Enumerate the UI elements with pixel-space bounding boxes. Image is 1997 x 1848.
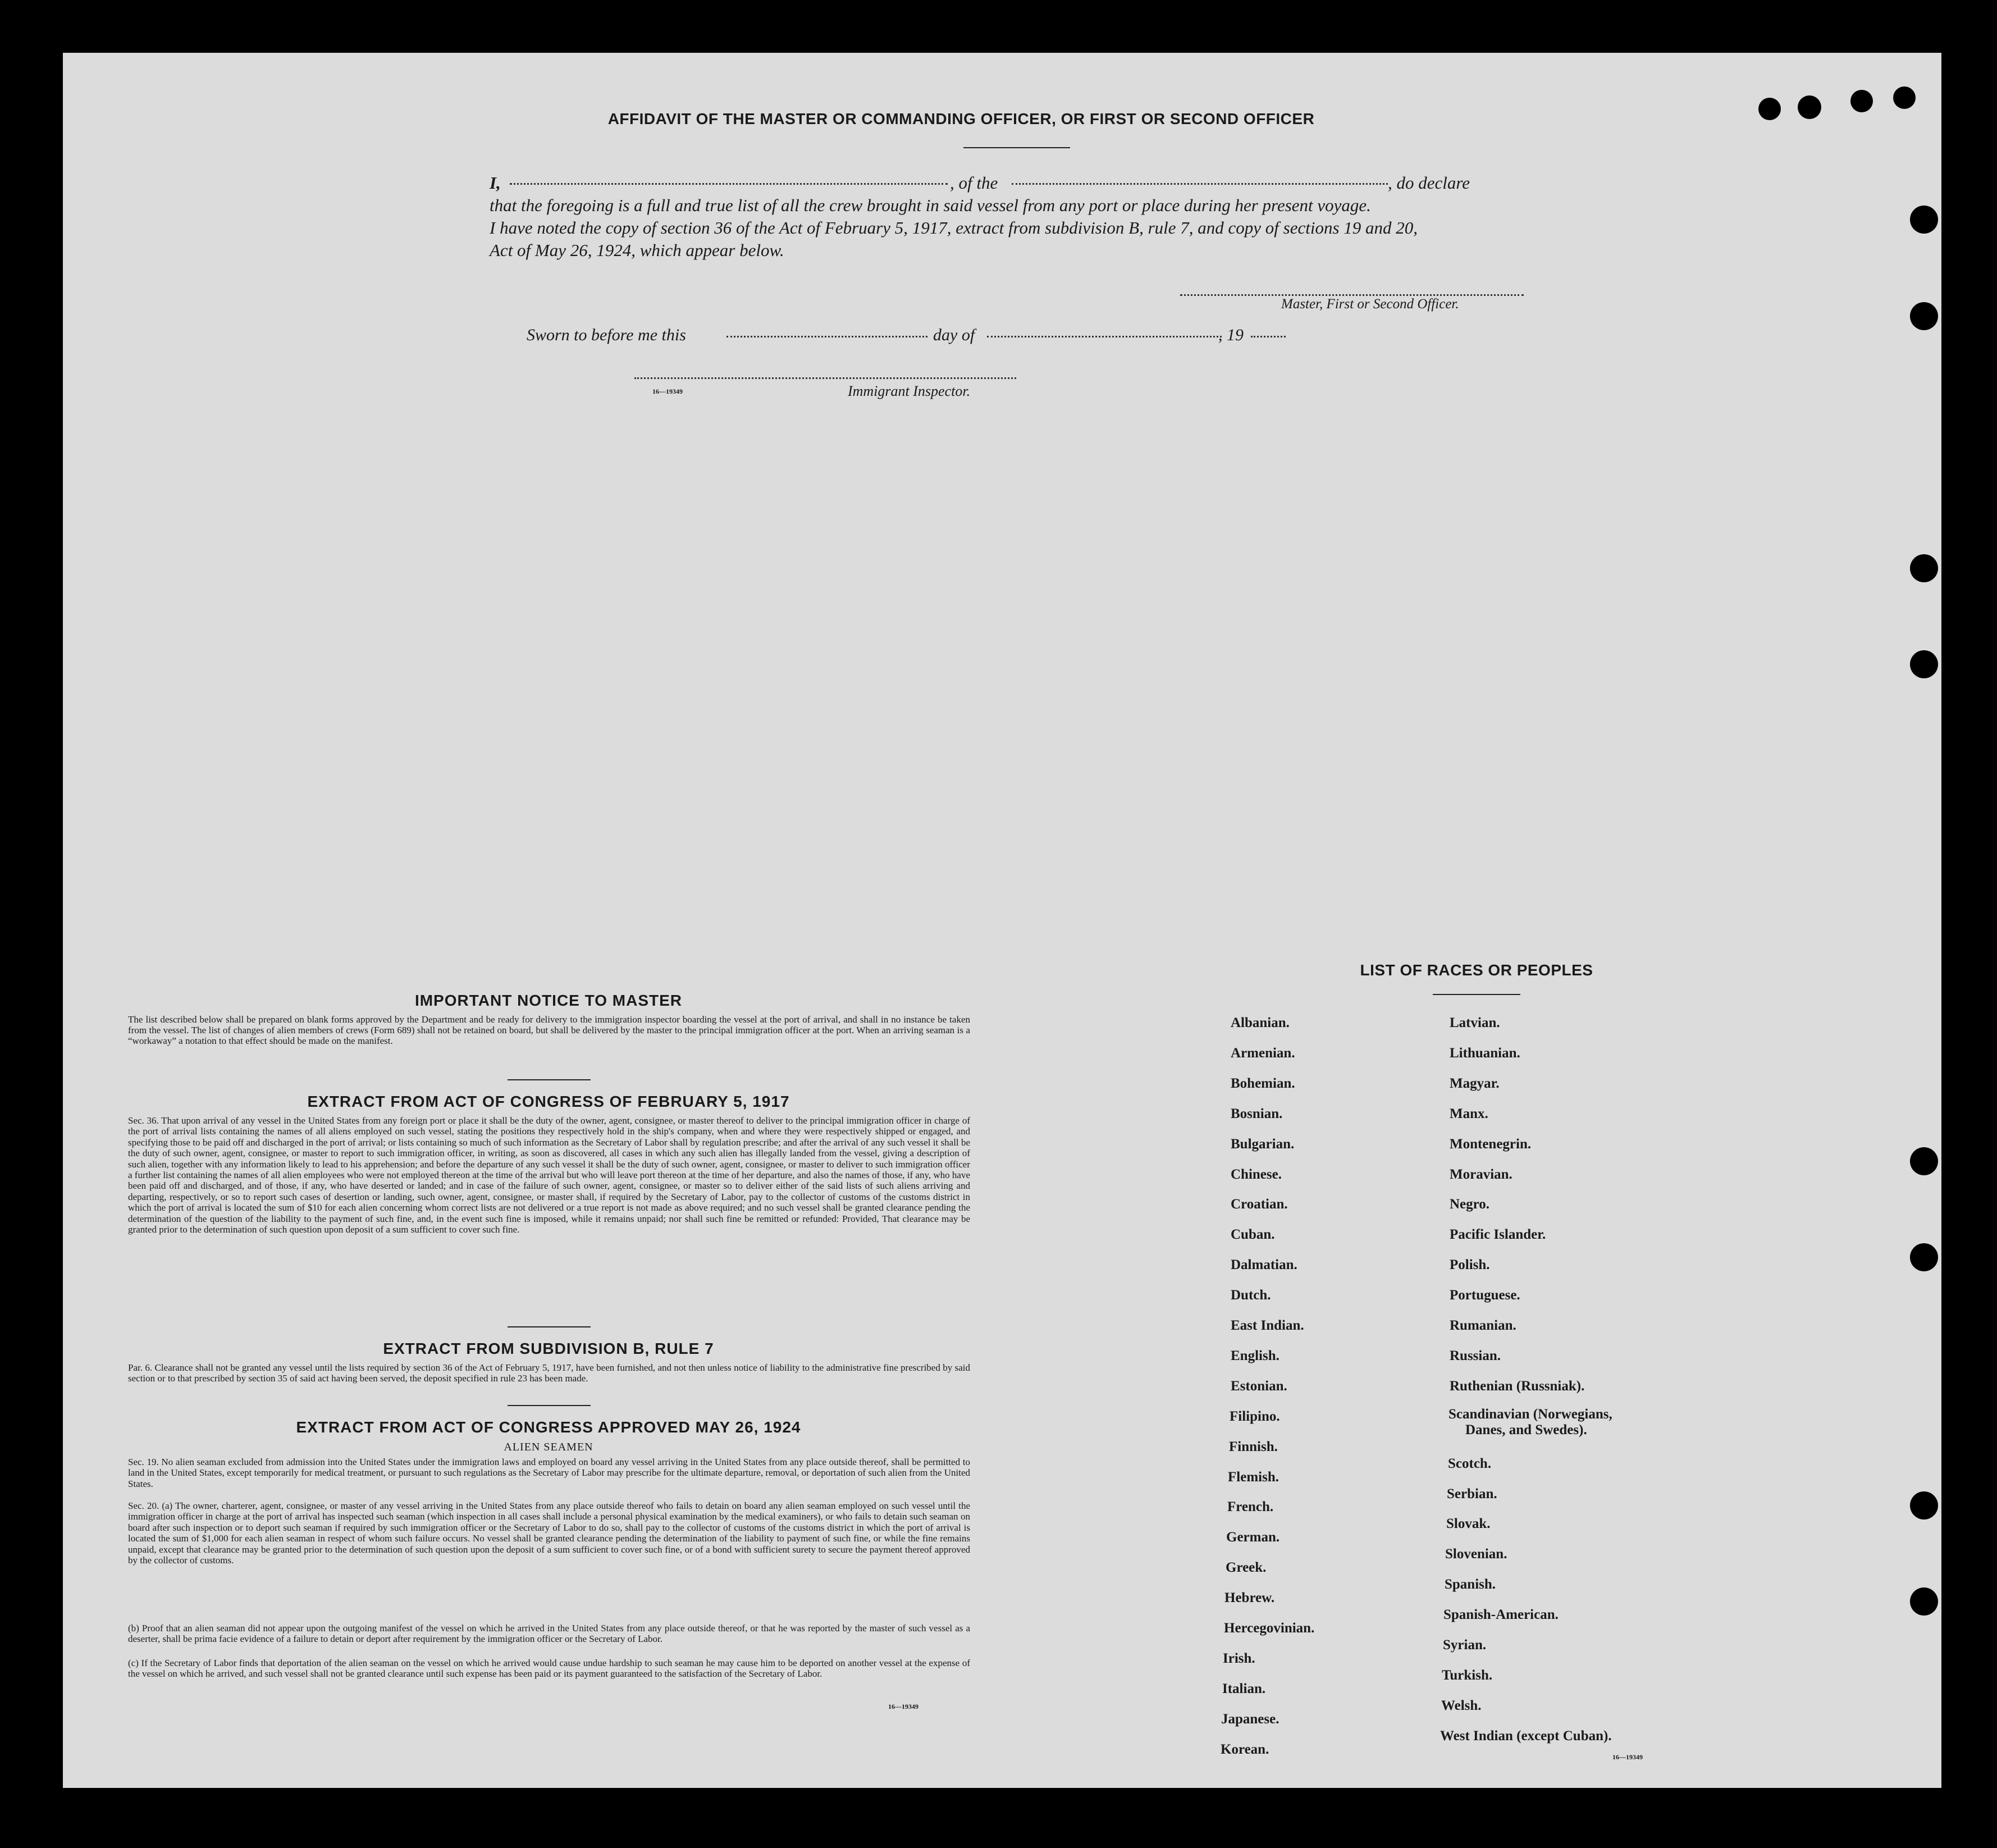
race-item: Rumanian.	[1450, 1318, 1516, 1333]
sworn-day-blank[interactable]	[726, 336, 927, 337]
race-item: Portuguese.	[1450, 1288, 1520, 1303]
race-item: Japanese.	[1221, 1712, 1279, 1727]
race-item: Russian.	[1450, 1348, 1501, 1363]
declaration-line-2: I have noted the copy of section 36 of the Act of February 5, 1917, extract from subdivision B, rule 7, and copy of sections 19 and 20,	[490, 218, 1418, 238]
form-number: 16—19349	[652, 387, 683, 395]
punch-hole	[1798, 95, 1821, 119]
declaration-line-3: Act of May 26, 1924, which appear below.	[490, 240, 784, 260]
extract-rule7-title: EXTRACT FROM SUBDIVISION B, RULE 7	[383, 1340, 714, 1357]
title-underline	[963, 147, 1070, 148]
races-title: LIST OF RACES OR PEOPLES	[1360, 961, 1593, 979]
document-sheet	[63, 53, 1941, 1788]
signature-line[interactable]	[1180, 294, 1524, 296]
extract-1924-sec20a: Sec. 20. (a) The owner, charterer, agent, consignee, or master of any vessel arriving in the United States from any place outside thereof who fails to detain on board any alien seaman employed on such vessel until the immigration officer in charge at the port of arrival has inspected such seaman (which inspection in all cases shall include a personal physical examination by the medical examiners), or who fails to detain such seaman on board after such inspection or to deport such seaman if required by such immigration officer or the Secretary of Labor to do so, shall pay to the collector of customs of the customs district in which the port of arrival is located the sum of $1,000 for each alien seaman in respect of whom such failure occurs. No vessel shall be granted clearance pending the determination of the liability to payment of such fine, or while the fine remains unpaid, except that clearance may be granted prior to the determination of such question upon the deposit of a sum sufficient to cover such fine, or of a bond with sufficient surety to secure the payment thereof approved by the collector of customs.	[128, 1500, 970, 1566]
name-blank[interactable]	[510, 183, 948, 185]
race-item: Moravian.	[1450, 1167, 1512, 1182]
inspector-signature-line[interactable]	[634, 377, 1016, 379]
punch-hole	[1910, 302, 1938, 330]
declaration-line-blanks	[490, 173, 1612, 195]
punch-hole	[1910, 650, 1938, 678]
extract-1924-title: EXTRACT FROM ACT OF CONGRESS APPROVED MAY 26, 1924	[296, 1418, 801, 1436]
race-item: Slovak.	[1446, 1516, 1491, 1531]
inspector-caption: Immigrant Inspector.	[848, 383, 971, 399]
form-number: 16—19349	[888, 1703, 918, 1710]
i-label: I,	[490, 173, 501, 193]
race-item: Finnish.	[1229, 1439, 1278, 1454]
extract-rule7-text: Par. 6. Clearance shall not be granted any vessel until the lists required by section 36 of the Act of February 5, 1917, have been furnished, and not then unless notice of liability to the administrative fine prescribed by said section or to that prescribed by section 35 of said act having been served, the deposit specified in rule 23 has been made.	[128, 1362, 970, 1384]
race-item: Armenian.	[1231, 1046, 1295, 1061]
extract-1924-sec20c: (c) If the Secretary of Labor finds that deportation of the alien seaman on the vessel on which he arrived would cause undue hardship to such seaman he may cause him to be deported on another vessel at the expense of the vessel on which he arrived, and such vessel shall not be granted clearance until such expense has been paid or its payment guaranteed to the satisfaction of the Secretary of Labor.	[128, 1658, 970, 1680]
race-item: Dutch.	[1231, 1288, 1271, 1303]
race-item: French.	[1227, 1499, 1274, 1514]
race-item: Bosnian.	[1231, 1106, 1283, 1121]
race-item: Cuban.	[1231, 1227, 1275, 1242]
race-item: Negro.	[1450, 1197, 1490, 1212]
races-title-underline	[1433, 994, 1520, 995]
sworn-year-blank[interactable]	[1251, 336, 1286, 337]
vessel-blank[interactable]	[1012, 183, 1388, 185]
punch-hole	[1910, 1243, 1938, 1271]
form-number: 16—19349	[1612, 1753, 1643, 1761]
race-item: Estonian.	[1231, 1379, 1287, 1394]
race-item: Syrian.	[1443, 1637, 1487, 1653]
extract-1917-title: EXTRACT FROM ACT OF CONGRESS OF FEBRUARY 5, 1917	[307, 1093, 790, 1110]
race-item: Flemish.	[1228, 1470, 1279, 1485]
sworn-line	[527, 326, 1369, 348]
day-of-label: day of	[933, 326, 975, 344]
of-the-label: , of the	[950, 173, 998, 193]
race-item: Slovenian.	[1445, 1546, 1507, 1562]
race-item: Croatian.	[1231, 1197, 1288, 1212]
race-item: Greek.	[1226, 1560, 1267, 1575]
race-item: Ruthenian (Russniak).	[1450, 1379, 1585, 1394]
race-item: Albanian.	[1231, 1015, 1290, 1030]
alien-seamen-subtitle: ALIEN SEAMEN	[504, 1441, 593, 1453]
race-item: Dalmatian.	[1231, 1257, 1297, 1272]
race-item: Filipino.	[1230, 1409, 1280, 1424]
race-item: Spanish-American.	[1443, 1607, 1559, 1622]
punch-hole	[1850, 90, 1873, 112]
race-item: Bohemian.	[1231, 1076, 1295, 1091]
affidavit-title: AFFIDAVIT OF THE MASTER OR COMMANDING OFFICER, OR FIRST OR SECOND OFFICER	[607, 110, 1315, 127]
section-divider	[508, 1326, 591, 1327]
race-item: Irish.	[1223, 1651, 1255, 1666]
punch-hole	[1910, 1491, 1938, 1520]
race-item: Manx.	[1450, 1106, 1488, 1121]
race-item: Turkish.	[1442, 1668, 1493, 1683]
race-item: Hebrew.	[1224, 1590, 1275, 1605]
sworn-month-blank[interactable]	[987, 336, 1222, 337]
race-item: West Indian (except Cuban).	[1440, 1728, 1612, 1744]
section-divider	[508, 1079, 591, 1080]
race-item: Hercegovinian.	[1224, 1621, 1315, 1636]
race-item: Danes, and Swedes).	[1465, 1422, 1587, 1438]
race-item: Italian.	[1222, 1681, 1266, 1696]
extract-1917-text: Sec. 36. That upon arrival of any vessel in the United States from any foreign port or place it shall be the duty of the owner, agent, consignee, or master thereof to deliver to the principal immigration officer in charge of the port of arrival lists containing the names of all aliens employed on such vessel, stating the positions they respectively hold in the ship's company, when and where they were respectively shipped or engaged, and specifying those to be paid off and discharged in the port of arrival; or lists containing so much of such information as the Secretary of Labor shall by regulation prescribe; and after the arrival of any such vessel it shall be the duty of such owner, agent, consignee, or master to report to such immigration officer, in writing, as soon as discovered, all cases in which any such alien has illegally landed from the vessel, giving a description of such alien, together with any information likely to lead to his apprehension; and before the departure of any such vessel it shall be the duty of such owner, agent, consignee, or master to deliver to such immigration officer a further list containing the names of all alien employees who were not employed thereon at the time of the arrival but who will leave port thereon at the time of her departure, and also the names of those, if any, who have been paid off and discharged, and of those, if any, who have deserted or landed; and in case of the failure of such owner, agent, consignee, or master so to deliver either of the said lists of such aliens arriving and departing, respectively, or so to report such cases of desertion or landing, such owner, agent, consignee, or master shall, if required by the Secretary of Labor, pay to the collector of customs of the customs district in which the port of arrival is located the sum of $10 for each alien concerning whom correct lists are not delivered or a true report is not made as above required; and no such vessel shall be granted clearance pending the determination of the question of the liability to the payment of such fine, and, in the event such fine is imposed, while it remains unpaid; nor shall such fine be remitted or refunded: Provided, That clearance may be granted prior to the determination of such question upon deposit of a sum sufficient to cover such fine.	[128, 1115, 970, 1235]
race-item: Scandinavian (Norwegians,	[1448, 1407, 1612, 1422]
punch-hole	[1910, 1147, 1938, 1175]
race-item: German.	[1226, 1530, 1280, 1545]
race-item: Pacific Islander.	[1450, 1227, 1546, 1242]
year-label: , 19	[1218, 326, 1244, 344]
signature-caption: Master, First or Second Officer.	[1281, 296, 1459, 312]
race-item: Chinese.	[1231, 1167, 1282, 1182]
sworn-label: Sworn to before me this	[527, 326, 686, 344]
race-item: Welsh.	[1441, 1698, 1482, 1713]
punch-hole	[1758, 98, 1781, 120]
race-item: Spanish.	[1445, 1577, 1496, 1592]
race-item: Magyar.	[1450, 1076, 1500, 1091]
race-item: Bulgarian.	[1231, 1137, 1295, 1152]
declaration-line-1: that the foregoing is a full and true list of all the crew brought in said vessel from any port or place during her present voyage.	[490, 195, 1371, 215]
punch-hole	[1893, 86, 1916, 109]
race-item: Montenegrin.	[1450, 1137, 1532, 1152]
race-item: Korean.	[1221, 1742, 1269, 1757]
extract-1924-sec19: Sec. 19. No alien seaman excluded from admission into the United States under the immigration laws and employed on board any vessel arriving in the United States from any place outside thereof, shall be permitted to land in the United States, except temporarily for medical treatment, or pursuant to such regulations as the Secretary of Labor may prescribe for the ultimate departure, removal, or deportation of such alien from the United States.	[128, 1457, 970, 1489]
notice-title: IMPORTANT NOTICE TO MASTER	[414, 992, 683, 1009]
punch-hole	[1910, 206, 1938, 234]
race-item: Latvian.	[1450, 1015, 1500, 1030]
section-divider	[508, 1405, 591, 1406]
punch-hole	[1910, 1587, 1938, 1616]
race-item: East Indian.	[1231, 1318, 1304, 1333]
race-item: Serbian.	[1447, 1486, 1497, 1502]
race-item: Scotch.	[1448, 1456, 1492, 1471]
do-declare-label: , do declare	[1388, 173, 1470, 193]
race-item: Lithuanian.	[1450, 1046, 1520, 1061]
punch-hole	[1910, 554, 1938, 582]
notice-text: The list described below shall be prepared on blank forms approved by the Department and be ready for delivery to the immigration inspector boarding the vessel at the port of arrival, and shall in no instance be taken from the vessel. The list of changes of alien members of crews (Form 689) shall not be retained on board, but shall be delivered by the master to the principal immigration officer at the port. When an arriving seaman is a “workaway” a notation to that effect should be made on the manifest.	[128, 1014, 970, 1046]
extract-1924-sec20b: (b) Proof that an alien seaman did not appear upon the outgoing manifest of the vessel on which he arrived in the United States from any place outside thereof, or that he was reported by the master of such vessel as a deserter, shall be prima facie evidence of a failure to detain or deport after requirement by the immigration officer or the Secretary of Labor.	[128, 1623, 970, 1645]
race-item: Polish.	[1450, 1257, 1490, 1272]
race-item: English.	[1231, 1348, 1279, 1363]
